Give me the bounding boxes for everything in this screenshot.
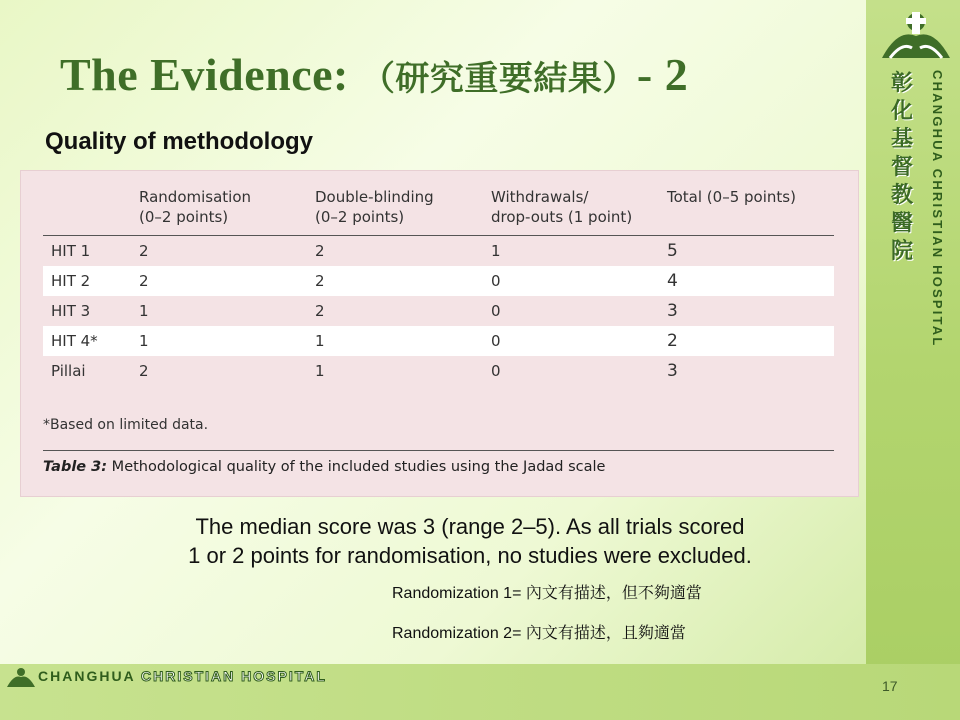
footer-name-part-1: CHANGHUA bbox=[38, 668, 136, 684]
table-footnote: *Based on limited data. bbox=[43, 417, 209, 433]
cell-randomisation: 1 bbox=[139, 302, 149, 320]
summary-line-1: The median score was 3 (range 2–5). As all trials scored bbox=[195, 514, 745, 539]
table-row bbox=[43, 266, 834, 296]
table-caption-text: Methodological quality of the included studies using the Jadad scale bbox=[107, 459, 606, 475]
header-cell-randomisation: Randomisation (0–2 points) bbox=[131, 187, 307, 236]
table-row bbox=[43, 356, 834, 386]
cell-withdrawals: 0 bbox=[491, 302, 501, 320]
page-number: 17 bbox=[882, 678, 898, 694]
vertical-hospital-name-chinese: 彰化基督教醫院 bbox=[890, 71, 913, 264]
title-main: The Evidence: bbox=[60, 49, 361, 100]
jadad-table-figure bbox=[20, 170, 859, 497]
jadad-table bbox=[43, 187, 834, 386]
cell-withdrawals: 0 bbox=[483, 266, 659, 296]
header-cell-withdrawals: Withdrawals/ drop-outs (1 point) bbox=[483, 187, 659, 236]
table-row bbox=[43, 236, 834, 267]
cell-randomisation: 2 bbox=[131, 266, 307, 296]
cell-study: HIT 2 bbox=[43, 266, 131, 296]
cell-double-blinding: 2 bbox=[315, 302, 325, 320]
cell-double-blinding: 1 bbox=[307, 326, 483, 356]
cell-withdrawals: 0 bbox=[483, 326, 659, 356]
randomization-note-1 bbox=[392, 580, 702, 603]
table-header-row bbox=[43, 187, 834, 236]
footer-name-part-2: CHRISTIAN HOSPITAL bbox=[141, 668, 327, 684]
cell-randomisation: 1 bbox=[131, 326, 307, 356]
cell-study: HIT 3 bbox=[51, 302, 91, 320]
cell-study: HIT 4* bbox=[43, 326, 131, 356]
cell-randomisation: 2 bbox=[139, 362, 149, 380]
footer-hospital-name bbox=[38, 668, 327, 684]
title-cjk: （研究重要結果） bbox=[360, 59, 637, 99]
header-cell-total: Total (0–5 points) bbox=[659, 187, 834, 236]
title-suffix: - 2 bbox=[636, 49, 689, 100]
hospital-logo-icon bbox=[878, 8, 954, 64]
cell-double-blinding: 2 bbox=[307, 266, 483, 296]
footer-logo-icon bbox=[6, 666, 36, 688]
note-text: 內文有描述，但不夠適當 bbox=[525, 583, 702, 602]
cell-total: 5 bbox=[667, 241, 678, 261]
cell-total: 2 bbox=[659, 326, 834, 356]
cell-total: 4 bbox=[659, 266, 834, 296]
table-caption-label: Table 3: bbox=[43, 459, 108, 475]
vertical-hospital-name-english: CHANGHUA CHRISTIAN HOSPITAL bbox=[930, 70, 945, 348]
header-cell-study bbox=[43, 187, 131, 236]
note-label: Randomization 2= bbox=[392, 625, 526, 642]
caption-divider bbox=[43, 450, 834, 451]
cell-double-blinding: 2 bbox=[315, 242, 325, 260]
table-caption bbox=[43, 459, 605, 475]
table-row bbox=[43, 296, 834, 326]
cell-total: 3 bbox=[667, 301, 678, 321]
cell-total: 3 bbox=[667, 361, 678, 381]
summary-line-2: 1 or 2 points for randomisation, no studies were excluded. bbox=[188, 543, 752, 568]
section-subtitle: Quality of methodology bbox=[45, 128, 313, 155]
cell-study: HIT 1 bbox=[51, 242, 91, 260]
table-row bbox=[43, 326, 834, 356]
cell-withdrawals: 1 bbox=[491, 242, 501, 260]
note-text: 內文有描述，且夠適當 bbox=[525, 623, 686, 642]
summary-text bbox=[120, 512, 820, 570]
cell-withdrawals: 0 bbox=[491, 362, 501, 380]
header-cell-double-blinding: Double-blinding (0–2 points) bbox=[307, 187, 483, 236]
cell-study: Pillai bbox=[51, 362, 86, 380]
cell-double-blinding: 1 bbox=[315, 362, 325, 380]
note-label: Randomization 1= bbox=[392, 585, 526, 602]
cell-randomisation: 2 bbox=[139, 242, 149, 260]
page-title bbox=[60, 48, 688, 101]
randomization-note-2 bbox=[392, 620, 686, 643]
